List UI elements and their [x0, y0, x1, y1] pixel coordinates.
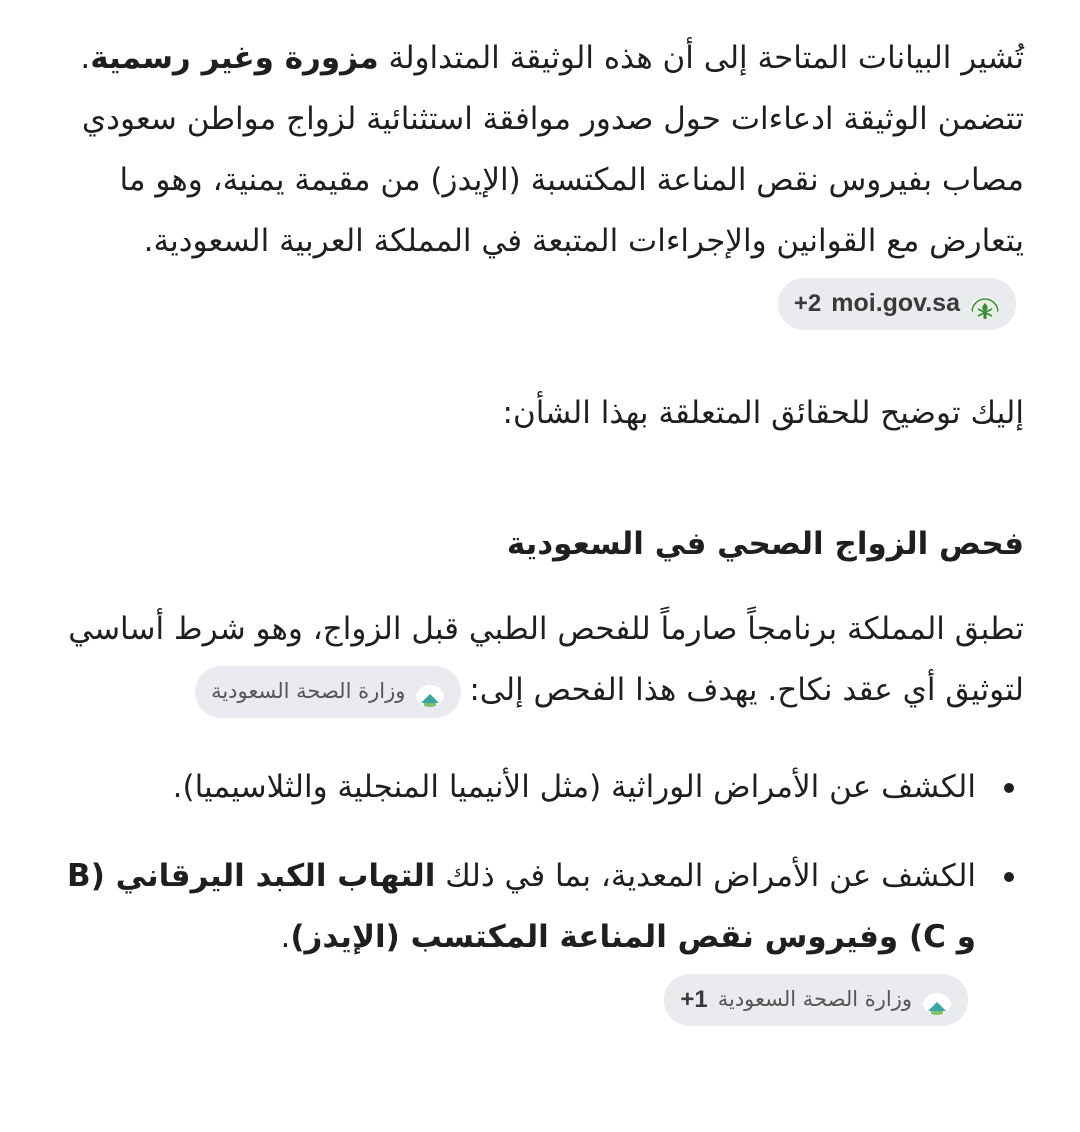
source-chip-moh[interactable]: [195, 666, 461, 718]
bullet-bold-diseases: التهاب الكبد اليرقاني (B و C) وفيروس نقص المناعة المكتسب (الإيدز): [67, 858, 976, 955]
list-item: [44, 846, 976, 1029]
list-item: [44, 757, 976, 818]
bullet-text-1: الكشف عن الأمراض المعدية، بما في ذلك: [435, 858, 976, 894]
moi-emblem-icon: [970, 289, 1000, 319]
bullet-dot: [1004, 783, 1014, 793]
intro-text-2: . تتضمن الوثيقة ادعاءات حول صدور موافقة استثنائية لزواج مواطن سعودي مصاب بفيروس نقص المناعة المكتسبة (الإيدز) من مقيمة يمنية، وهو ما يتعارض مع القوانين والإجراءات المتبعة في المملكة العربية السعودية.: [80, 40, 1024, 259]
moh-logo-icon: [922, 985, 952, 1015]
clarification-text: إليك توضيح للحقائق المتعلقة بهذا الشأن:: [502, 395, 1024, 431]
source-chip-count: +2: [793, 290, 822, 317]
bullet-text: الكشف عن الأمراض الوراثية (مثل الأنيميا المنجلية والثلاسيميا).: [172, 769, 976, 805]
intro-text-1: تُشير البيانات المتاحة إلى أن هذه الوثيقة المتداولة: [378, 40, 1024, 76]
source-chip-count: +1: [680, 986, 708, 1013]
source-chip-label: وزارة الصحة السعودية: [211, 679, 406, 703]
bullet-list: [44, 757, 1024, 1029]
source-chip-label: وزارة الصحة السعودية: [717, 987, 912, 1011]
source-chip-label: moi.gov.sa: [831, 289, 960, 317]
bullet-dot: [1004, 872, 1014, 882]
bullet-text-2: .: [280, 919, 291, 955]
section-body-text: تطبق المملكة برنامجاً صارماً للفحص الطبي قبل الزواج، وهو شرط أساسي لتوثيق أي عقد نكاح. يهدف هذا الفحص إلى:: [68, 611, 1024, 708]
intro-paragraph: [44, 28, 1024, 333]
section-body: [44, 599, 1024, 721]
intro-bold-fake: مزورة وغير رسمية: [90, 40, 379, 76]
source-chip-moh-2[interactable]: [664, 974, 968, 1026]
section-heading: فحص الزواج الصحي في السعودية: [506, 526, 1024, 562]
source-chip-moi[interactable]: [778, 278, 1016, 330]
moh-logo-icon: [415, 677, 445, 707]
